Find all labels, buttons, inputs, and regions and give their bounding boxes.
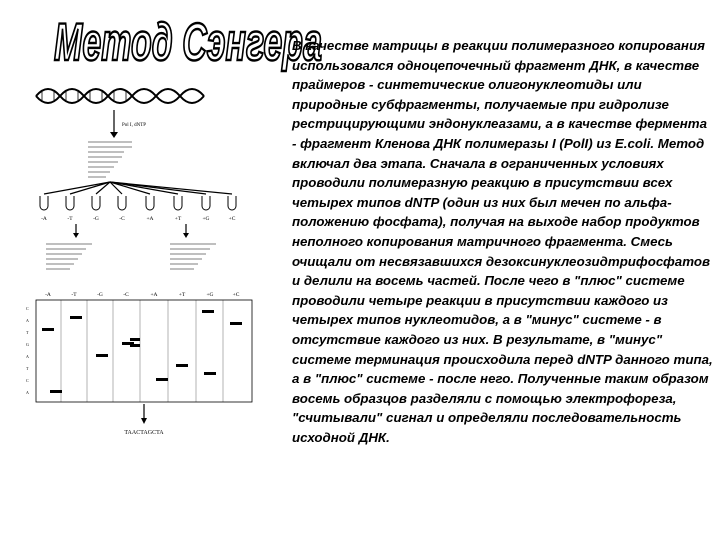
tube-label: +A bbox=[146, 216, 154, 222]
gel-lane-labels bbox=[45, 292, 240, 298]
tube-label: -T bbox=[67, 216, 73, 222]
tube-label: +G bbox=[202, 216, 210, 222]
lane-label: +C bbox=[232, 292, 240, 298]
tube-label: +C bbox=[228, 216, 236, 222]
slide-title-text: Метод Сэнгера bbox=[54, 13, 322, 73]
bottom-sequence-label: TAACTAGCTA bbox=[124, 430, 164, 436]
arrow-head bbox=[183, 233, 189, 238]
lane-dividers bbox=[61, 300, 223, 402]
plus-fragments bbox=[170, 244, 216, 269]
svg-text:G: G bbox=[26, 342, 29, 347]
arrow-head bbox=[110, 132, 118, 138]
slide-title bbox=[54, 12, 322, 78]
svg-text:A: A bbox=[26, 390, 29, 395]
body-text bbox=[292, 36, 714, 447]
tube-label: -A bbox=[41, 216, 47, 222]
svg-text:A: A bbox=[26, 354, 29, 359]
svg-text:A: A bbox=[26, 318, 29, 323]
lane-label: -C bbox=[123, 292, 129, 298]
svg-text:C: C bbox=[26, 306, 29, 311]
reaction-tubes bbox=[40, 196, 236, 210]
tube-labels bbox=[41, 216, 236, 222]
lane-label: -G bbox=[97, 292, 103, 298]
tube-label: +T bbox=[174, 216, 182, 222]
top-label: Pol I, dNTP bbox=[122, 123, 147, 128]
lane-label: -T bbox=[71, 292, 77, 298]
branch-arrows bbox=[76, 224, 186, 234]
lane-label: -A bbox=[45, 292, 51, 298]
arrow-head bbox=[141, 418, 147, 424]
product-fragments bbox=[88, 142, 132, 177]
tube-label: -G bbox=[93, 216, 99, 222]
lane-label: +A bbox=[150, 292, 158, 298]
minus-fragments bbox=[46, 244, 92, 269]
side-sequence-marks bbox=[26, 306, 29, 395]
gel-box bbox=[36, 300, 252, 402]
gel-bands bbox=[42, 310, 242, 393]
tube-label: -C bbox=[119, 216, 125, 222]
body-paragraph: В качестве матрицы в реакции полимеразного копирования использовался одноцепочечный фрагмент ДНК, в качестве праймеров - синтетические олигонуклеотиды или природные субфрагменты, получаемые при гидролизе рестрицирующими эндонуклеазами, а в качестве фермента - фрагмент Кленова ДНК полимеразы I (PolI) из E.coli. Метод включал два этапа. Сначала в ограниченных условиях проводили полимеразную реакцию в присутствии всех четырех типов dNTP (один из них был мечен по альфа-положению фосфата), получая на выходе набор продуктов неполного копирования матричного фрагмента. Смесь очищали от несвязавшихся дезоксинуклеозидтрифосфатов и делили на восемь частей. После чего в "плюс" системе проводили четыре реакции в присутствии каждого из четырех типов нуклеотидов, а в "минус" системе - в отсутствие каждого из них. В результате, в "минус" системе терминация происходила перед dNTP данного типа, а в "плюс" системе - после него. Полученные таким образом восемь образцов разделяли с помощью электрофореза, "считывали" сигнал и определяли последовательность исходной ДНК. bbox=[292, 38, 713, 445]
svg-text:T: T bbox=[26, 366, 29, 371]
arrow-head bbox=[73, 233, 79, 238]
dna-helix bbox=[36, 89, 204, 103]
lane-label: +G bbox=[206, 292, 214, 298]
svg-text:C: C bbox=[26, 378, 29, 383]
lane-label: +T bbox=[178, 292, 186, 298]
fan-arrows bbox=[44, 182, 232, 194]
svg-text:T: T bbox=[26, 330, 29, 335]
sanger-method-diagram bbox=[26, 82, 278, 438]
